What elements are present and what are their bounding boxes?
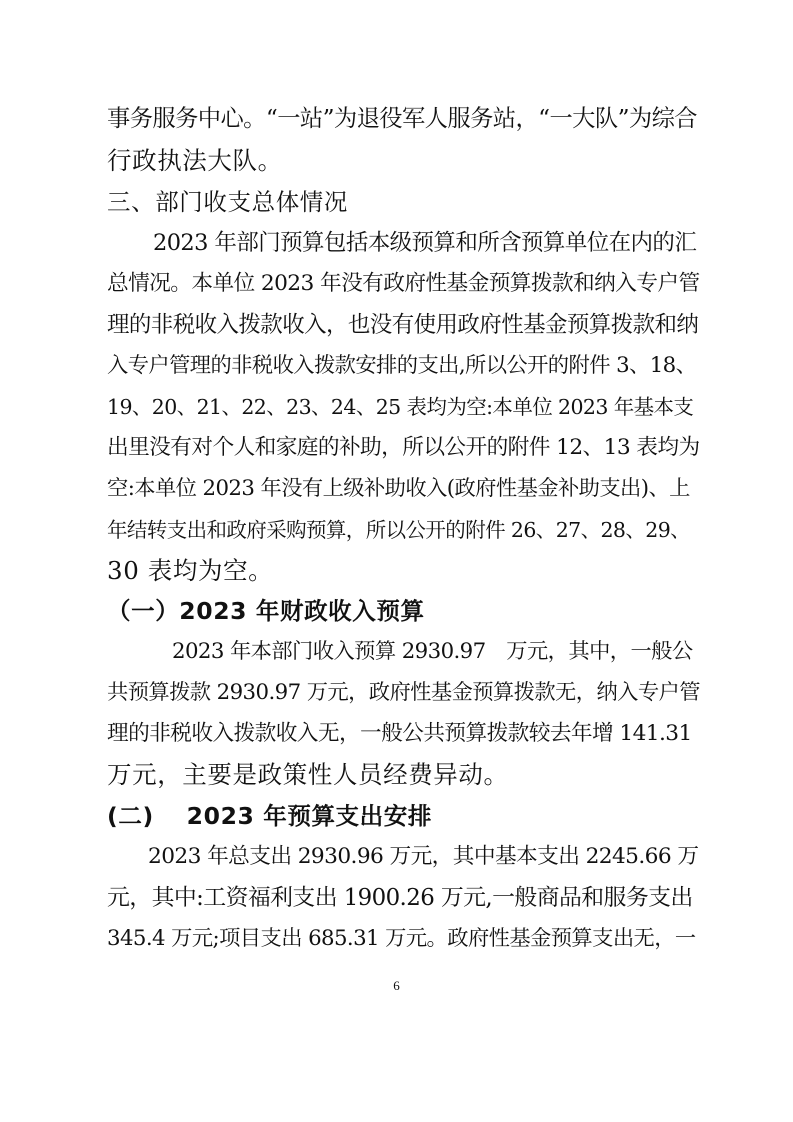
paragraph-line: 理的非税收入拨款收入无，一般公共预算拨款较去年增 141.31 bbox=[107, 721, 692, 746]
paragraph-line: 19、20、21、22、23、24、25 表均为空:本单位 2023 年基本支 bbox=[107, 395, 694, 419]
subsection-heading: （一）2023 年财政收入预算 bbox=[107, 597, 425, 625]
page-number: 6 bbox=[393, 978, 400, 993]
paragraph-line: 共预算拨款 2930.97 万元，政府性基金预算拨款无，纳入专户管 bbox=[107, 680, 700, 705]
paragraph-line: 事务服务中心。“一站”为退役军人服务站，“一大队”为综合 bbox=[107, 105, 697, 132]
paragraph-line: 年结转支出和政府采购预算，所以公开的附件 26、27、28、29、 bbox=[107, 518, 691, 542]
paragraph-line: 理的非税收入拨款收入，也没有使用政府性基金预算拨款和纳 bbox=[107, 312, 699, 338]
paragraph-line: 2023 年本部门收入预算 2930.97 万元，其中，一般公 bbox=[172, 639, 693, 664]
paragraph-line: 总情况。本单位 2023 年没有政府性基金预算拨款和纳入专户管 bbox=[107, 271, 700, 296]
paragraph-line: 入专户管理的非税收入拨款安排的支出,所以公开的附件 3、18、 bbox=[107, 353, 697, 378]
paragraph-line: 出里没有对个人和家庭的补助，所以公开的附件 12、13 表均为 bbox=[107, 435, 700, 460]
paragraph-line: 30 表均为空。 bbox=[107, 556, 274, 585]
paragraph-line: 元，其中:工资福利支出 1900.26 万元,一般商品和服务支出 bbox=[107, 885, 693, 911]
paragraph-line: 2023 年总支出 2930.96 万元，其中基本支出 2245.66 万 bbox=[148, 844, 699, 869]
subsection-heading: (二) 2023 年预算支出安排 bbox=[107, 802, 432, 830]
paragraph-line: 2023 年部门预算包括本级预算和所含预算单位在内的汇 bbox=[153, 230, 697, 256]
section-heading: 三、部门收支总体情况 bbox=[107, 188, 348, 216]
paragraph-line: 万元，主要是政策性人员经费异动。 bbox=[107, 760, 509, 789]
paragraph-line: 空:本单位 2023 年没有上级补助收入(政府性基金补助支出)、上 bbox=[107, 476, 690, 501]
paragraph-line: 345.4 万元;项目支出 685.31 万元。政府性基金预算支出无，一 bbox=[107, 926, 696, 951]
paragraph-line: 行政执法大队。 bbox=[107, 146, 283, 175]
